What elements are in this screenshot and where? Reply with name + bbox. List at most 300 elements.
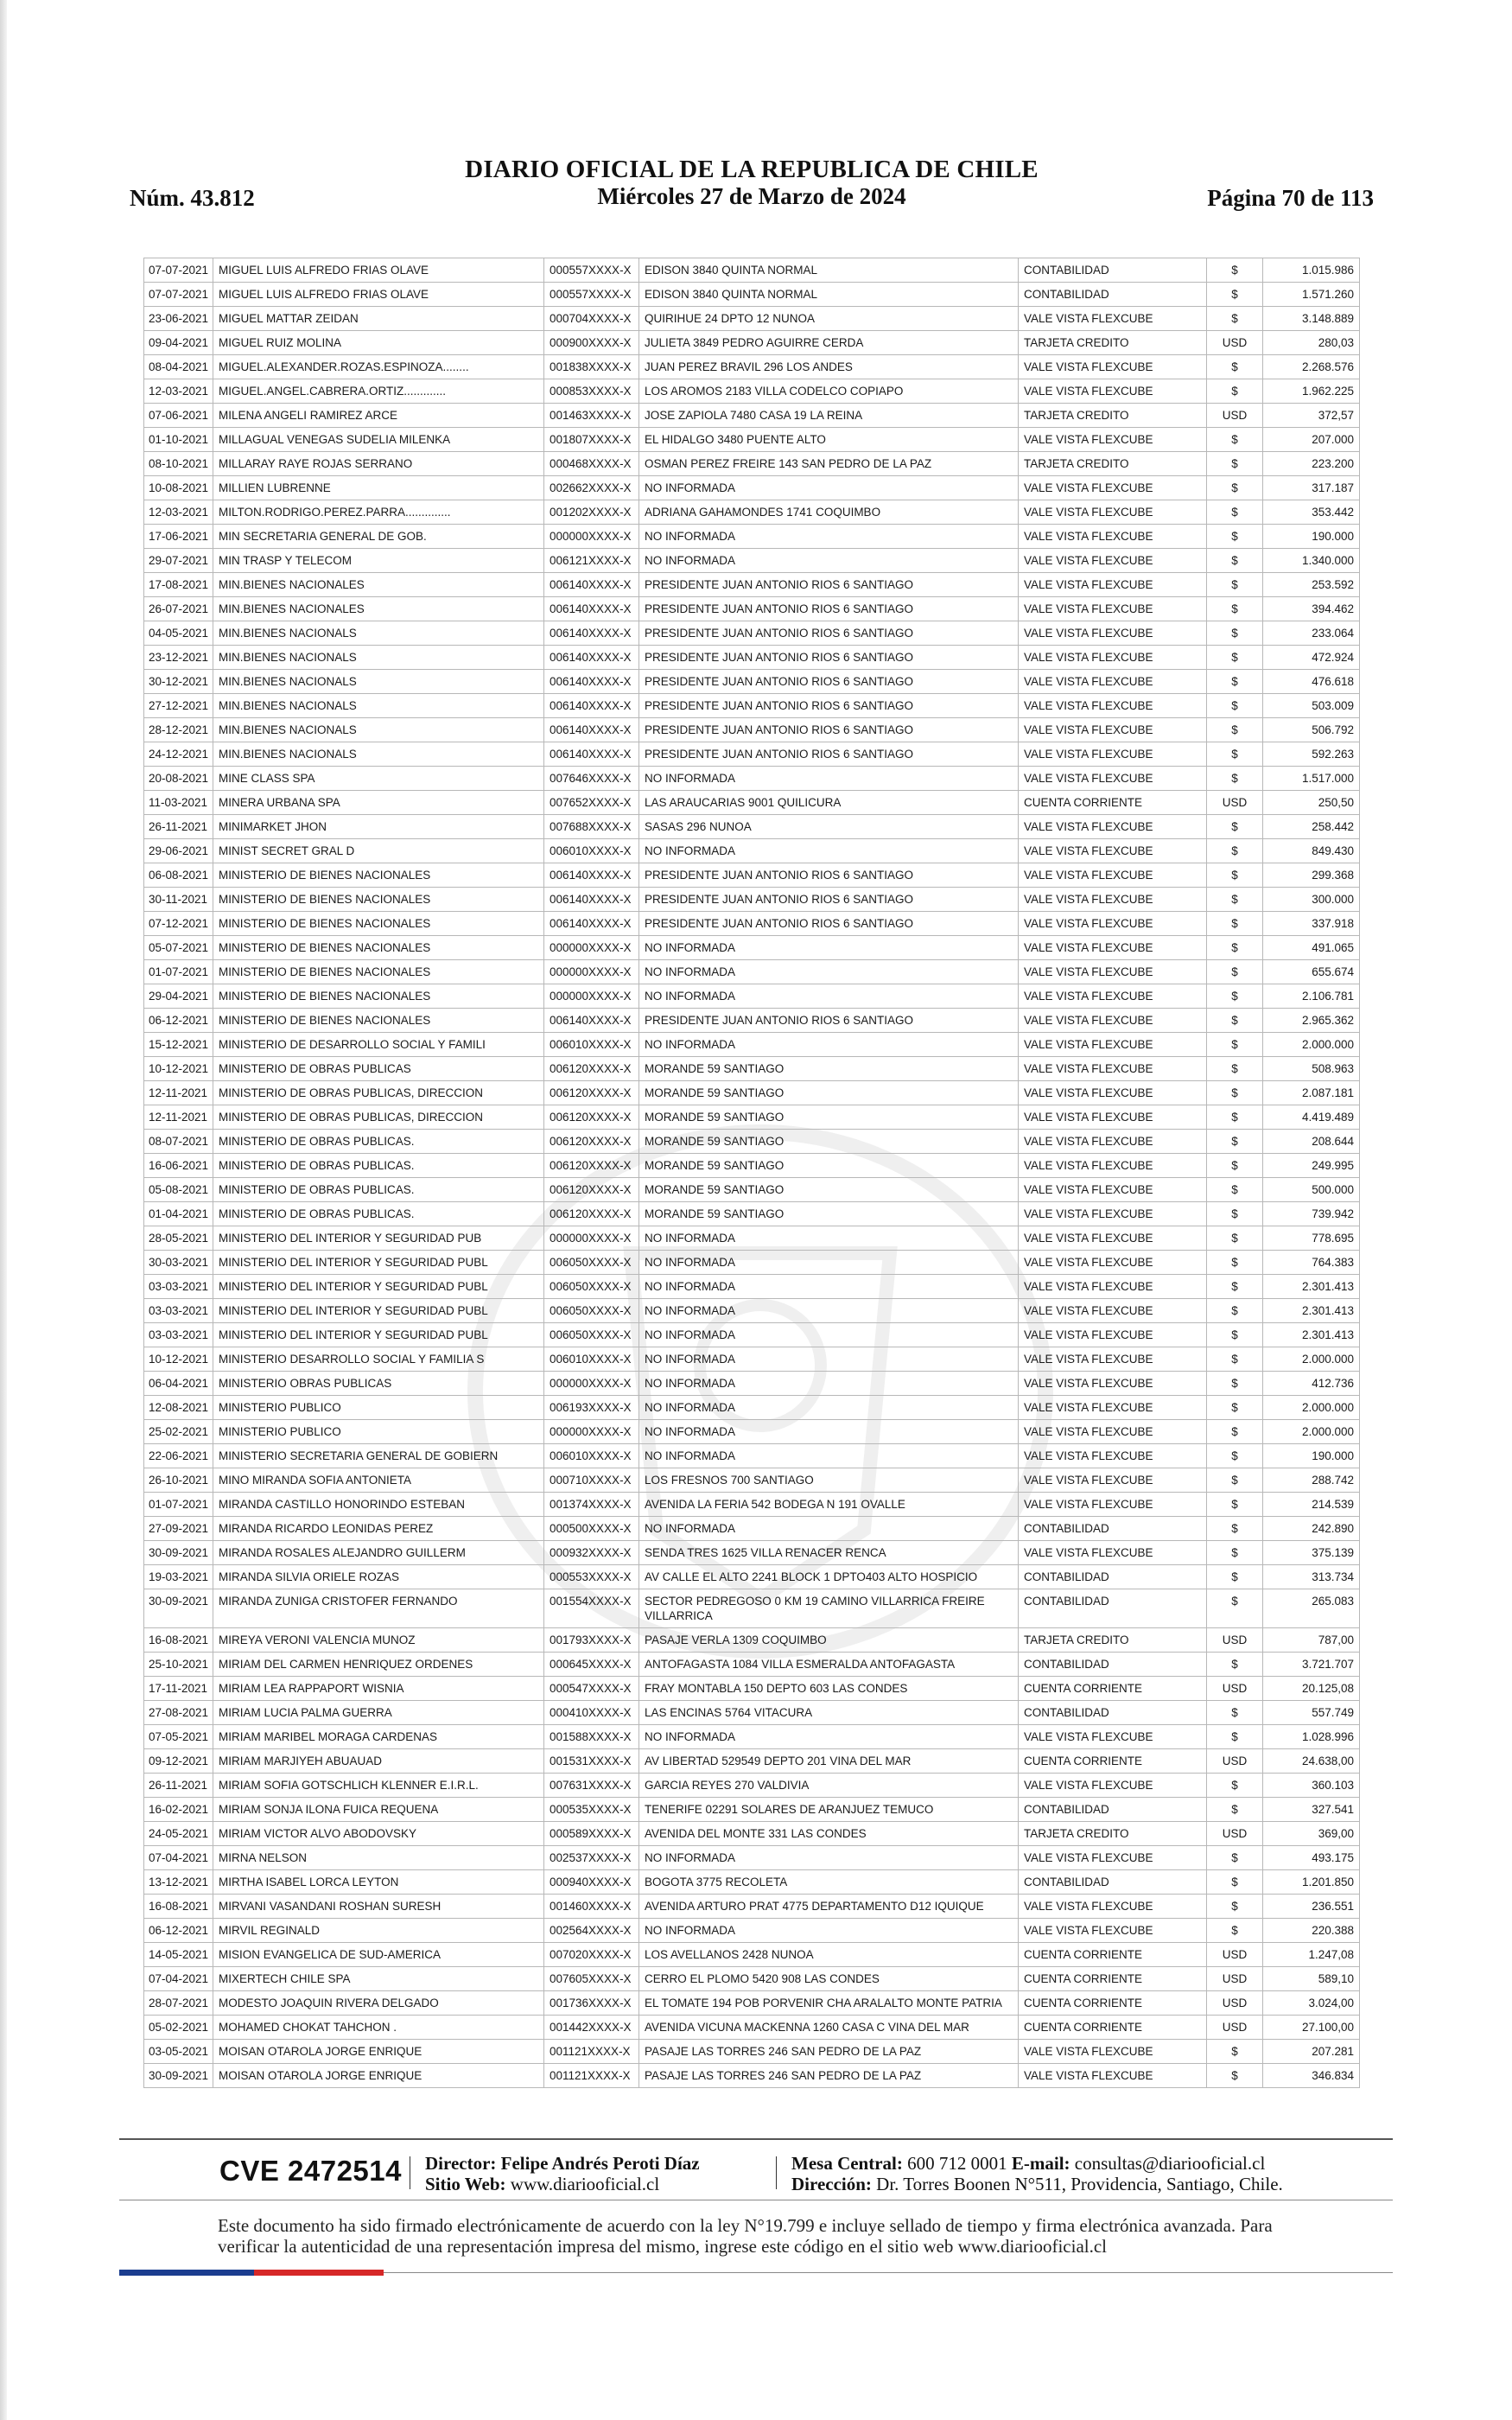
table-row	[144, 984, 1360, 1009]
cell-address: PRESIDENTE JUAN ANTONIO RIOS 6 SANTIAGO	[639, 621, 1019, 646]
cell-amount: 190.000	[1263, 525, 1360, 549]
cell-rut: 006140XXXX-X	[544, 621, 639, 646]
cell-rut: 001838XXXX-X	[544, 355, 639, 379]
cell-payment-type: VALE VISTA FLEXCUBE	[1019, 670, 1207, 694]
cell-currency: USD	[1207, 1943, 1263, 1967]
cell-rut: 006120XXXX-X	[544, 1057, 639, 1081]
cell-payment-type: VALE VISTA FLEXCUBE	[1019, 1130, 1207, 1154]
cell-rut: 000547XXXX-X	[544, 1677, 639, 1701]
cell-payment-type: VALE VISTA FLEXCUBE	[1019, 912, 1207, 936]
cell-address: AV LIBERTAD 529549 DEPTO 201 VINA DEL MAR	[639, 1749, 1019, 1774]
cell-payment-type: VALE VISTA FLEXCUBE	[1019, 718, 1207, 742]
cell-beneficiary-name: MOISAN OTAROLA JORGE ENRIQUE	[213, 2040, 544, 2064]
table-row	[144, 307, 1360, 331]
cell-beneficiary-name: MINO MIRANDA SOFIA ANTONIETA	[213, 1468, 544, 1493]
flag-red-bar	[254, 2270, 384, 2276]
cell-amount: 1.201.850	[1263, 1870, 1360, 1895]
cell-date: 08-10-2021	[144, 452, 213, 476]
cell-rut: 000000XXXX-X	[544, 525, 639, 549]
cell-payment-type: VALE VISTA FLEXCUBE	[1019, 1105, 1207, 1130]
cell-currency: $	[1207, 646, 1263, 670]
cve-code: CVE 2472514	[219, 2155, 402, 2187]
cell-address: EL TOMATE 194 POB PORVENIR CHA ARALALTO MONTE PATRIA	[639, 1991, 1019, 2016]
cell-rut: 007020XXXX-X	[544, 1943, 639, 1967]
page-edge-shadow	[0, 0, 7, 2420]
cell-beneficiary-name: MINIMARKET JHON	[213, 815, 544, 839]
cell-currency: $	[1207, 767, 1263, 791]
cell-address: PRESIDENTE JUAN ANTONIO RIOS 6 SANTIAGO	[639, 742, 1019, 767]
cell-rut: 006140XXXX-X	[544, 742, 639, 767]
table-row	[144, 888, 1360, 912]
cell-rut: 000710XXXX-X	[544, 1468, 639, 1493]
cell-date: 01-07-2021	[144, 1493, 213, 1517]
table-row	[144, 1420, 1360, 1444]
cell-payment-type: VALE VISTA FLEXCUBE	[1019, 742, 1207, 767]
table-row	[144, 1468, 1360, 1493]
director-block	[425, 2153, 700, 2194]
cell-beneficiary-name: MINISTERIO DE OBRAS PUBLICAS, DIRECCION	[213, 1081, 544, 1105]
cell-beneficiary-name: MIN.BIENES NACIONALS	[213, 742, 544, 767]
cell-rut: 002564XXXX-X	[544, 1919, 639, 1943]
cell-payment-type: CONTABILIDAD	[1019, 258, 1207, 283]
cell-amount: 557.749	[1263, 1701, 1360, 1725]
cell-rut: 006140XXXX-X	[544, 646, 639, 670]
cell-currency: USD	[1207, 1991, 1263, 2016]
table-row	[144, 1846, 1360, 1870]
cell-currency: $	[1207, 283, 1263, 307]
cell-rut: 006120XXXX-X	[544, 1130, 639, 1154]
cell-address: JULIETA 3849 PEDRO AGUIRRE CERDA	[639, 331, 1019, 355]
cell-amount: 491.065	[1263, 936, 1360, 960]
cell-amount: 1.340.000	[1263, 549, 1360, 573]
cell-currency: $	[1207, 573, 1263, 597]
cell-rut: 006140XXXX-X	[544, 912, 639, 936]
cell-beneficiary-name: MINISTERIO DE BIENES NACIONALES	[213, 863, 544, 888]
table-row	[144, 258, 1360, 283]
cell-address: MORANDE 59 SANTIAGO	[639, 1081, 1019, 1105]
cell-amount: 472.924	[1263, 646, 1360, 670]
cell-address: LAS ENCINAS 5764 VITACURA	[639, 1701, 1019, 1725]
director-name: Felipe Andrés Peroti Díaz	[500, 2153, 700, 2174]
cell-currency: $	[1207, 1033, 1263, 1057]
cell-amount: 2.000.000	[1263, 1033, 1360, 1057]
cell-address: JUAN PEREZ BRAVIL 296 LOS ANDES	[639, 355, 1019, 379]
cell-beneficiary-name: MIRANDA ROSALES ALEJANDRO GUILLERM	[213, 1541, 544, 1565]
mesa-phone: 600 712 0001	[907, 2153, 1007, 2174]
table-row	[144, 1541, 1360, 1565]
cell-payment-type: VALE VISTA FLEXCUBE	[1019, 767, 1207, 791]
cell-payment-type: CUENTA CORRIENTE	[1019, 1677, 1207, 1701]
cell-currency: $	[1207, 1541, 1263, 1565]
cell-amount: 2.000.000	[1263, 1347, 1360, 1372]
cell-payment-type: CUENTA CORRIENTE	[1019, 1943, 1207, 1967]
cell-date: 06-12-2021	[144, 1919, 213, 1943]
cell-rut: 006120XXXX-X	[544, 1105, 639, 1130]
cell-currency: $	[1207, 379, 1263, 404]
cell-payment-type: TARJETA CREDITO	[1019, 1628, 1207, 1653]
cell-amount: 20.125,08	[1263, 1677, 1360, 1701]
email-link[interactable]: consultas@diariooficial.cl	[1074, 2153, 1266, 2174]
cell-address: OSMAN PEREZ FREIRE 143 SAN PEDRO DE LA PAZ	[639, 452, 1019, 476]
table-row	[144, 1226, 1360, 1251]
cell-amount: 253.592	[1263, 573, 1360, 597]
cell-currency: $	[1207, 2064, 1263, 2088]
cell-beneficiary-name: MINIST SECRET GRAL D	[213, 839, 544, 863]
cell-beneficiary-name: MIN TRASP Y TELECOM	[213, 549, 544, 573]
cell-rut: 007688XXXX-X	[544, 815, 639, 839]
table-row	[144, 1943, 1360, 1967]
cell-beneficiary-name: MISION EVANGELICA DE SUD-AMERICA	[213, 1943, 544, 1967]
cell-date: 11-03-2021	[144, 791, 213, 815]
cell-payment-type: CONTABILIDAD	[1019, 1701, 1207, 1725]
cell-currency: $	[1207, 597, 1263, 621]
table-row	[144, 1774, 1360, 1798]
table-row	[144, 1130, 1360, 1154]
flag-rule	[384, 2272, 1393, 2273]
cell-amount: 3.148.889	[1263, 307, 1360, 331]
cell-amount: 249.995	[1263, 1154, 1360, 1178]
cell-rut: 001807XXXX-X	[544, 428, 639, 452]
cell-rut: 001588XXXX-X	[544, 1725, 639, 1749]
cell-address: MORANDE 59 SANTIAGO	[639, 1154, 1019, 1178]
cell-amount: 280,03	[1263, 331, 1360, 355]
cell-currency: USD	[1207, 2016, 1263, 2040]
cell-amount: 353.442	[1263, 500, 1360, 525]
cell-address: MORANDE 59 SANTIAGO	[639, 1202, 1019, 1226]
cell-amount: 207.281	[1263, 2040, 1360, 2064]
cell-date: 23-06-2021	[144, 307, 213, 331]
cell-address: TENERIFE 02291 SOLARES DE ARANJUEZ TEMUCO	[639, 1798, 1019, 1822]
table-row	[144, 1677, 1360, 1701]
table-row	[144, 428, 1360, 452]
table-row	[144, 791, 1360, 815]
cell-beneficiary-name: MIN.BIENES NACIONALS	[213, 670, 544, 694]
cell-payment-type: VALE VISTA FLEXCUBE	[1019, 428, 1207, 452]
cell-amount: 3.024,00	[1263, 1991, 1360, 2016]
cell-payment-type: VALE VISTA FLEXCUBE	[1019, 1009, 1207, 1033]
cell-address: NO INFORMADA	[639, 1275, 1019, 1299]
cell-address: PRESIDENTE JUAN ANTONIO RIOS 6 SANTIAGO	[639, 1009, 1019, 1033]
cell-rut: 001463XXXX-X	[544, 404, 639, 428]
cell-address: PRESIDENTE JUAN ANTONIO RIOS 6 SANTIAGO	[639, 597, 1019, 621]
cell-payment-type: VALE VISTA FLEXCUBE	[1019, 1275, 1207, 1299]
table-row	[144, 839, 1360, 863]
cell-currency: $	[1207, 500, 1263, 525]
cell-beneficiary-name: MIGUEL LUIS ALFREDO FRIAS OLAVE	[213, 283, 544, 307]
cell-beneficiary-name: MINISTERIO PUBLICO	[213, 1396, 544, 1420]
cell-date: 30-09-2021	[144, 2064, 213, 2088]
table-row	[144, 1081, 1360, 1105]
cell-amount: 1.028.996	[1263, 1725, 1360, 1749]
cell-address: GARCIA REYES 270 VALDIVIA	[639, 1774, 1019, 1798]
cell-currency: USD	[1207, 404, 1263, 428]
cell-date: 30-09-2021	[144, 1541, 213, 1565]
cell-currency: $	[1207, 1870, 1263, 1895]
issue-date: Miércoles 27 de Marzo de 2024	[597, 183, 906, 209]
cell-date: 07-07-2021	[144, 283, 213, 307]
cell-payment-type: VALE VISTA FLEXCUBE	[1019, 1846, 1207, 1870]
cell-payment-type: CUENTA CORRIENTE	[1019, 1991, 1207, 2016]
cell-currency: USD	[1207, 1677, 1263, 1701]
cell-payment-type: VALE VISTA FLEXCUBE	[1019, 573, 1207, 597]
cell-currency: $	[1207, 1725, 1263, 1749]
cell-date: 06-04-2021	[144, 1372, 213, 1396]
cell-currency: $	[1207, 1251, 1263, 1275]
cell-currency: $	[1207, 1493, 1263, 1517]
cell-payment-type: VALE VISTA FLEXCUBE	[1019, 1178, 1207, 1202]
cell-rut: 001374XXXX-X	[544, 1493, 639, 1517]
cell-address: LOS AROMOS 2183 VILLA CODELCO COPIAPO	[639, 379, 1019, 404]
cell-beneficiary-name: MIRVIL REGINALD	[213, 1919, 544, 1943]
cell-rut: 000704XXXX-X	[544, 307, 639, 331]
cell-beneficiary-name: MINISTERIO DESARROLLO SOCIAL Y FAMILIA S	[213, 1347, 544, 1372]
cell-date: 14-05-2021	[144, 1943, 213, 1967]
cell-rut: 000468XXXX-X	[544, 452, 639, 476]
cell-beneficiary-name: MINISTERIO DE BIENES NACIONALES	[213, 984, 544, 1009]
cell-address: PRESIDENTE JUAN ANTONIO RIOS 6 SANTIAGO	[639, 863, 1019, 888]
cell-beneficiary-name: MINISTERIO PUBLICO	[213, 1420, 544, 1444]
cell-currency: $	[1207, 1774, 1263, 1798]
table-row	[144, 1372, 1360, 1396]
cell-currency: $	[1207, 694, 1263, 718]
cell-amount: 223.200	[1263, 452, 1360, 476]
cell-beneficiary-name: MINISTERIO DE OBRAS PUBLICAS.	[213, 1130, 544, 1154]
cell-rut: 006050XXXX-X	[544, 1323, 639, 1347]
cell-beneficiary-name: MIN.BIENES NACIONALES	[213, 573, 544, 597]
cell-amount: 300.000	[1263, 888, 1360, 912]
cell-amount: 508.963	[1263, 1057, 1360, 1081]
table-row	[144, 960, 1360, 984]
cell-currency: $	[1207, 1701, 1263, 1725]
cell-currency: $	[1207, 888, 1263, 912]
cell-rut: 000932XXXX-X	[544, 1541, 639, 1565]
cell-currency: $	[1207, 1154, 1263, 1178]
cell-address: NO INFORMADA	[639, 525, 1019, 549]
cell-beneficiary-name: MIRIAM SOFIA GOTSCHLICH KLENNER E.I.R.L.	[213, 1774, 544, 1798]
cell-date: 07-04-2021	[144, 1967, 213, 1991]
cell-amount: 764.383	[1263, 1251, 1360, 1275]
records-table	[143, 258, 1360, 2088]
cell-currency: $	[1207, 1653, 1263, 1677]
records-table-body	[144, 258, 1360, 2088]
cell-amount: 493.175	[1263, 1846, 1360, 1870]
cell-payment-type: VALE VISTA FLEXCUBE	[1019, 597, 1207, 621]
cell-beneficiary-name: MINISTERIO DE BIENES NACIONALES	[213, 936, 544, 960]
table-row	[144, 1589, 1360, 1628]
cell-amount: 655.674	[1263, 960, 1360, 984]
cell-address: SENDA TRES 1625 VILLA RENACER RENCA	[639, 1541, 1019, 1565]
table-row	[144, 1347, 1360, 1372]
cell-date: 01-10-2021	[144, 428, 213, 452]
cell-currency: $	[1207, 1798, 1263, 1822]
cell-payment-type: VALE VISTA FLEXCUBE	[1019, 1919, 1207, 1943]
cell-amount: 589,10	[1263, 1967, 1360, 1991]
cell-rut: 006140XXXX-X	[544, 670, 639, 694]
cell-currency: $	[1207, 1105, 1263, 1130]
table-row	[144, 1749, 1360, 1774]
cell-currency: $	[1207, 355, 1263, 379]
cell-date: 12-11-2021	[144, 1081, 213, 1105]
cell-payment-type: VALE VISTA FLEXCUBE	[1019, 476, 1207, 500]
cell-amount: 2.106.781	[1263, 984, 1360, 1009]
cell-beneficiary-name: MIXERTECH CHILE SPA	[213, 1967, 544, 1991]
cell-currency: USD	[1207, 1967, 1263, 1991]
cell-currency: $	[1207, 1468, 1263, 1493]
cell-currency: $	[1207, 452, 1263, 476]
cell-amount: 1.517.000	[1263, 767, 1360, 791]
cell-payment-type: VALE VISTA FLEXCUBE	[1019, 1081, 1207, 1105]
cell-date: 16-02-2021	[144, 1798, 213, 1822]
cell-currency: $	[1207, 1420, 1263, 1444]
table-row	[144, 1701, 1360, 1725]
cell-payment-type: VALE VISTA FLEXCUBE	[1019, 1725, 1207, 1749]
address-value: Dr. Torres Boonen N°511, Providencia, Santiago, Chile.	[876, 2174, 1283, 2194]
cell-address: PRESIDENTE JUAN ANTONIO RIOS 6 SANTIAGO	[639, 646, 1019, 670]
table-row	[144, 1653, 1360, 1677]
cell-amount: 190.000	[1263, 1444, 1360, 1468]
cell-payment-type: CONTABILIDAD	[1019, 1517, 1207, 1541]
cell-date: 17-06-2021	[144, 525, 213, 549]
cell-address: NO INFORMADA	[639, 1226, 1019, 1251]
cell-beneficiary-name: MINISTERIO DEL INTERIOR Y SEGURIDAD PUBL	[213, 1299, 544, 1323]
cell-rut: 001531XXXX-X	[544, 1749, 639, 1774]
cell-address: NO INFORMADA	[639, 767, 1019, 791]
cell-currency: $	[1207, 1589, 1263, 1628]
cell-rut: 006050XXXX-X	[544, 1275, 639, 1299]
cell-rut: 006140XXXX-X	[544, 1009, 639, 1033]
cell-date: 08-04-2021	[144, 355, 213, 379]
cell-payment-type: TARJETA CREDITO	[1019, 331, 1207, 355]
cell-amount: 2.301.413	[1263, 1275, 1360, 1299]
cell-currency: $	[1207, 1081, 1263, 1105]
cell-amount: 2.087.181	[1263, 1081, 1360, 1105]
cell-payment-type: VALE VISTA FLEXCUBE	[1019, 936, 1207, 960]
cell-currency: USD	[1207, 1628, 1263, 1653]
page-footer	[119, 2149, 1393, 2210]
cell-amount: 412.736	[1263, 1372, 1360, 1396]
cell-amount: 500.000	[1263, 1178, 1360, 1202]
table-row	[144, 1178, 1360, 1202]
cell-address: AV CALLE EL ALTO 2241 BLOCK 1 DPTO403 ALTO HOSPICIO	[639, 1565, 1019, 1589]
cell-address: NO INFORMADA	[639, 1396, 1019, 1420]
cell-payment-type: VALE VISTA FLEXCUBE	[1019, 1396, 1207, 1420]
cell-date: 22-06-2021	[144, 1444, 213, 1468]
cell-amount: 236.551	[1263, 1895, 1360, 1919]
cell-date: 03-03-2021	[144, 1299, 213, 1323]
cell-date: 29-07-2021	[144, 549, 213, 573]
cell-beneficiary-name: MILLIEN LUBRENNE	[213, 476, 544, 500]
cell-rut: 000557XXXX-X	[544, 283, 639, 307]
cell-beneficiary-name: MINISTERIO SECRETARIA GENERAL DE GOBIERN	[213, 1444, 544, 1468]
cell-amount: 258.442	[1263, 815, 1360, 839]
cell-date: 30-12-2021	[144, 670, 213, 694]
cell-date: 03-03-2021	[144, 1275, 213, 1299]
page-header	[130, 156, 1374, 225]
cell-date: 27-08-2021	[144, 1701, 213, 1725]
cell-payment-type: VALE VISTA FLEXCUBE	[1019, 1299, 1207, 1323]
cell-address: SECTOR PEDREGOSO 0 KM 19 CAMINO VILLARRICA FREIRE VILLARRICA	[639, 1589, 1019, 1628]
cell-currency: $	[1207, 863, 1263, 888]
cell-beneficiary-name: MIN.BIENES NACIONALS	[213, 621, 544, 646]
cell-amount: 1.962.225	[1263, 379, 1360, 404]
cell-payment-type: VALE VISTA FLEXCUBE	[1019, 549, 1207, 573]
table-row	[144, 1565, 1360, 1589]
cell-currency: $	[1207, 1009, 1263, 1033]
cell-rut: 000853XXXX-X	[544, 379, 639, 404]
cell-amount: 360.103	[1263, 1774, 1360, 1798]
site-link[interactable]: www.diariooficial.cl	[510, 2174, 660, 2194]
director-label: Director:	[425, 2153, 497, 2174]
cell-address: NO INFORMADA	[639, 476, 1019, 500]
cell-address: NO INFORMADA	[639, 549, 1019, 573]
cell-beneficiary-name: MIRIAM VICTOR ALVO ABODOVSKY	[213, 1822, 544, 1846]
table-row	[144, 1251, 1360, 1275]
cell-date: 13-12-2021	[144, 1870, 213, 1895]
cell-rut: 000000XXXX-X	[544, 984, 639, 1009]
cell-rut: 000900XXXX-X	[544, 331, 639, 355]
table-row	[144, 331, 1360, 355]
cell-beneficiary-name: MIN.BIENES NACIONALS	[213, 646, 544, 670]
cell-rut: 006140XXXX-X	[544, 863, 639, 888]
cell-rut: 006010XXXX-X	[544, 1347, 639, 1372]
table-row	[144, 621, 1360, 646]
cell-rut: 001202XXXX-X	[544, 500, 639, 525]
mesa-label: Mesa Central:	[791, 2153, 903, 2174]
cell-amount: 327.541	[1263, 1798, 1360, 1822]
cell-amount: 317.187	[1263, 476, 1360, 500]
cell-date: 29-06-2021	[144, 839, 213, 863]
cell-beneficiary-name: MINISTERIO OBRAS PUBLICAS	[213, 1372, 544, 1396]
cell-rut: 001793XXXX-X	[544, 1628, 639, 1653]
table-row	[144, 1798, 1360, 1822]
cell-amount: 233.064	[1263, 621, 1360, 646]
cell-rut: 002662XXXX-X	[544, 476, 639, 500]
cell-currency: $	[1207, 258, 1263, 283]
cell-address: PRESIDENTE JUAN ANTONIO RIOS 6 SANTIAGO	[639, 888, 1019, 912]
cell-rut: 000940XXXX-X	[544, 1870, 639, 1895]
cell-date: 15-12-2021	[144, 1033, 213, 1057]
cell-currency: USD	[1207, 1749, 1263, 1774]
table-row	[144, 1895, 1360, 1919]
cell-currency: $	[1207, 1275, 1263, 1299]
cell-address: BOGOTA 3775 RECOLETA	[639, 1870, 1019, 1895]
cell-currency: $	[1207, 621, 1263, 646]
cell-date: 01-07-2021	[144, 960, 213, 984]
cell-currency: $	[1207, 839, 1263, 863]
cell-currency: $	[1207, 1226, 1263, 1251]
cell-address: NO INFORMADA	[639, 1517, 1019, 1541]
table-row	[144, 597, 1360, 621]
cell-address: NO INFORMADA	[639, 1846, 1019, 1870]
cell-rut: 000000XXXX-X	[544, 960, 639, 984]
site-label: Sitio Web:	[425, 2174, 506, 2194]
cell-amount: 265.083	[1263, 1589, 1360, 1628]
cell-address: PRESIDENTE JUAN ANTONIO RIOS 6 SANTIAGO	[639, 694, 1019, 718]
cell-rut: 000553XXXX-X	[544, 1565, 639, 1589]
cell-currency: $	[1207, 1919, 1263, 1943]
table-row	[144, 767, 1360, 791]
cell-date: 26-11-2021	[144, 1774, 213, 1798]
cell-beneficiary-name: MIRNA NELSON	[213, 1846, 544, 1870]
cell-address: AVENIDA ARTURO PRAT 4775 DEPARTAMENTO D12 IQUIQUE	[639, 1895, 1019, 1919]
table-row	[144, 1967, 1360, 1991]
cell-payment-type: VALE VISTA FLEXCUBE	[1019, 1468, 1207, 1493]
cell-currency: $	[1207, 984, 1263, 1009]
cell-beneficiary-name: MINISTERIO DE BIENES NACIONALES	[213, 960, 544, 984]
cell-date: 24-05-2021	[144, 1822, 213, 1846]
cell-beneficiary-name: MILTON.RODRIGO.PEREZ.PARRA..............	[213, 500, 544, 525]
cell-amount: 3.721.707	[1263, 1653, 1360, 1677]
